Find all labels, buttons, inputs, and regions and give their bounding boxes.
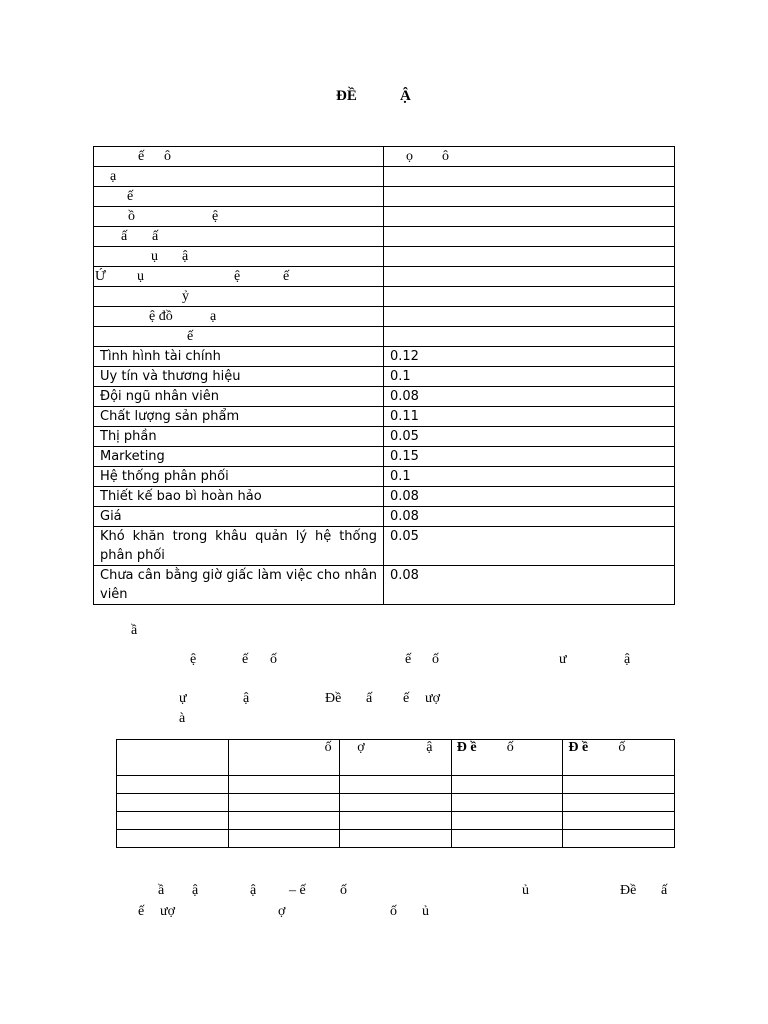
table-header-row [94, 147, 675, 167]
row-glyph: ấ [152, 229, 159, 244]
text-glyph: ự [179, 691, 187, 706]
header-glyph: ế [138, 149, 145, 164]
row-glyph: ậ [182, 249, 189, 264]
text-glyph: ủ [422, 904, 429, 919]
table-row [117, 794, 675, 812]
factor-weight-table [93, 146, 675, 605]
factor-cell: Chất lượng sản phẩm [94, 407, 384, 427]
row-glyph: ế [127, 189, 134, 204]
table-row [117, 812, 675, 830]
header-right-cell [384, 147, 675, 167]
table-row [94, 307, 675, 327]
table-row [94, 467, 675, 487]
factor-cell: Đội ngũ nhân viên [94, 387, 384, 407]
row-glyph: ỷ [182, 289, 189, 304]
section-glyph: ầ [131, 623, 138, 638]
header-cell [451, 740, 563, 776]
table-row [94, 527, 675, 566]
text-glyph: ượ [425, 691, 440, 706]
header-glyph: ọ [406, 149, 413, 164]
table-row [94, 287, 675, 307]
table-row [94, 487, 675, 507]
table-row [94, 267, 675, 287]
table-row [94, 507, 675, 527]
factor-cell: Tình hình tài chính [94, 347, 384, 367]
table-row [94, 447, 675, 467]
row-glyph: ụ [137, 269, 144, 284]
table-row [117, 776, 675, 794]
weight-cell: 0.05 [384, 427, 675, 447]
table-row [94, 167, 675, 187]
table-row [94, 387, 675, 407]
row-glyph: ụ [151, 249, 158, 264]
text-glyph: ầ [158, 883, 165, 898]
row-glyph: ạ [210, 309, 217, 324]
text-glyph: ượ [160, 904, 175, 919]
text-glyph: ế [242, 652, 249, 667]
weight-cell: 0.11 [384, 407, 675, 427]
weight-cell: 0.1 [384, 467, 675, 487]
header-glyph: ố [618, 740, 626, 755]
text-glyph: Đề [325, 691, 342, 706]
header-glyph: ố [506, 740, 514, 755]
table-row [94, 367, 675, 387]
text-glyph: ậ [243, 691, 250, 706]
factor-cell: Uy tín và thương hiệu [94, 367, 384, 387]
text-glyph: à [179, 711, 186, 726]
weight-cell: 0.12 [384, 347, 675, 367]
title-part-1: ĐỀ [336, 88, 357, 104]
header-glyph: Đ ề [456, 740, 477, 755]
text-glyph: ế [138, 904, 145, 919]
factor-cell: Thiết kế bao bì hoàn hảo [94, 487, 384, 507]
table-row [94, 566, 675, 605]
header-glyph: ậ [426, 740, 433, 755]
table-row [94, 347, 675, 367]
factor-cell: Hệ thống phân phối [94, 467, 384, 487]
table-row [94, 247, 675, 267]
weight-cell: 0.08 [384, 507, 675, 527]
text-glyph: ợ [278, 904, 286, 919]
text-glyph: ố [270, 652, 277, 667]
text-glyph: ư [559, 652, 567, 667]
table-row [94, 327, 675, 347]
table-row [117, 830, 675, 848]
row-glyph: ấ [121, 229, 128, 244]
text-glyph: Đề [620, 883, 637, 898]
row-glyph: ồ [128, 209, 135, 224]
weight-cell: 0.1 [384, 367, 675, 387]
weight-cell: 0.05 [384, 527, 675, 566]
weight-cell: 0.08 [384, 566, 675, 605]
text-glyph: ấ [661, 883, 668, 898]
title-part-2: Ậ [400, 88, 411, 104]
text-glyph: ậ [192, 883, 199, 898]
header-cell [228, 740, 340, 776]
text-glyph: ố [432, 652, 439, 667]
text-glyph: ệ [190, 652, 197, 667]
table-row [94, 187, 675, 207]
header-glyph: ô [164, 149, 171, 164]
factor-cell: Khó khăn trong khâu quản lý hệ thống phân phối [94, 527, 384, 566]
factor-cell: Marketing [94, 447, 384, 467]
factor-cell: Thị phần [94, 427, 384, 447]
text-glyph: ủ [522, 883, 529, 898]
header-glyph: ô [442, 149, 449, 164]
header-cell [563, 740, 675, 776]
header-cell [340, 740, 452, 776]
header-glyph: ợ [357, 740, 365, 755]
row-glyph: Ứ [95, 269, 106, 284]
row-glyph: ệ [234, 269, 241, 284]
row-glyph: ế [187, 329, 194, 344]
text-glyph: ậ [624, 652, 631, 667]
text-glyph: ố [340, 883, 347, 898]
text-glyph: ố [390, 904, 397, 919]
text-glyph: ấ [366, 691, 373, 706]
header-cell [117, 740, 229, 776]
row-glyph: ệ [212, 209, 219, 224]
weight-cell: 0.08 [384, 387, 675, 407]
table-row [94, 207, 675, 227]
table-row [94, 227, 675, 247]
text-glyph: ậ [250, 883, 257, 898]
header-left-cell [94, 147, 384, 167]
header-glyph: Đ ề [568, 740, 589, 755]
factor-cell: Chưa cân bằng giờ giấc làm việc cho nhân viên [94, 566, 384, 605]
factor-cell: Giá [94, 507, 384, 527]
header-glyph: ố [324, 740, 332, 755]
evaluation-table [116, 739, 675, 848]
row-glyph: ạ [110, 169, 117, 184]
text-glyph: ế [403, 691, 410, 706]
row-glyph: ế [283, 269, 290, 284]
weight-cell: 0.15 [384, 447, 675, 467]
row-glyph: ệ đồ [149, 309, 173, 324]
text-glyph: – ế [289, 883, 306, 898]
table-row [94, 407, 675, 427]
weight-cell: 0.08 [384, 487, 675, 507]
document-title [336, 88, 436, 108]
table-row [94, 427, 675, 447]
table-header-row [117, 740, 675, 776]
text-glyph: ế [405, 652, 412, 667]
